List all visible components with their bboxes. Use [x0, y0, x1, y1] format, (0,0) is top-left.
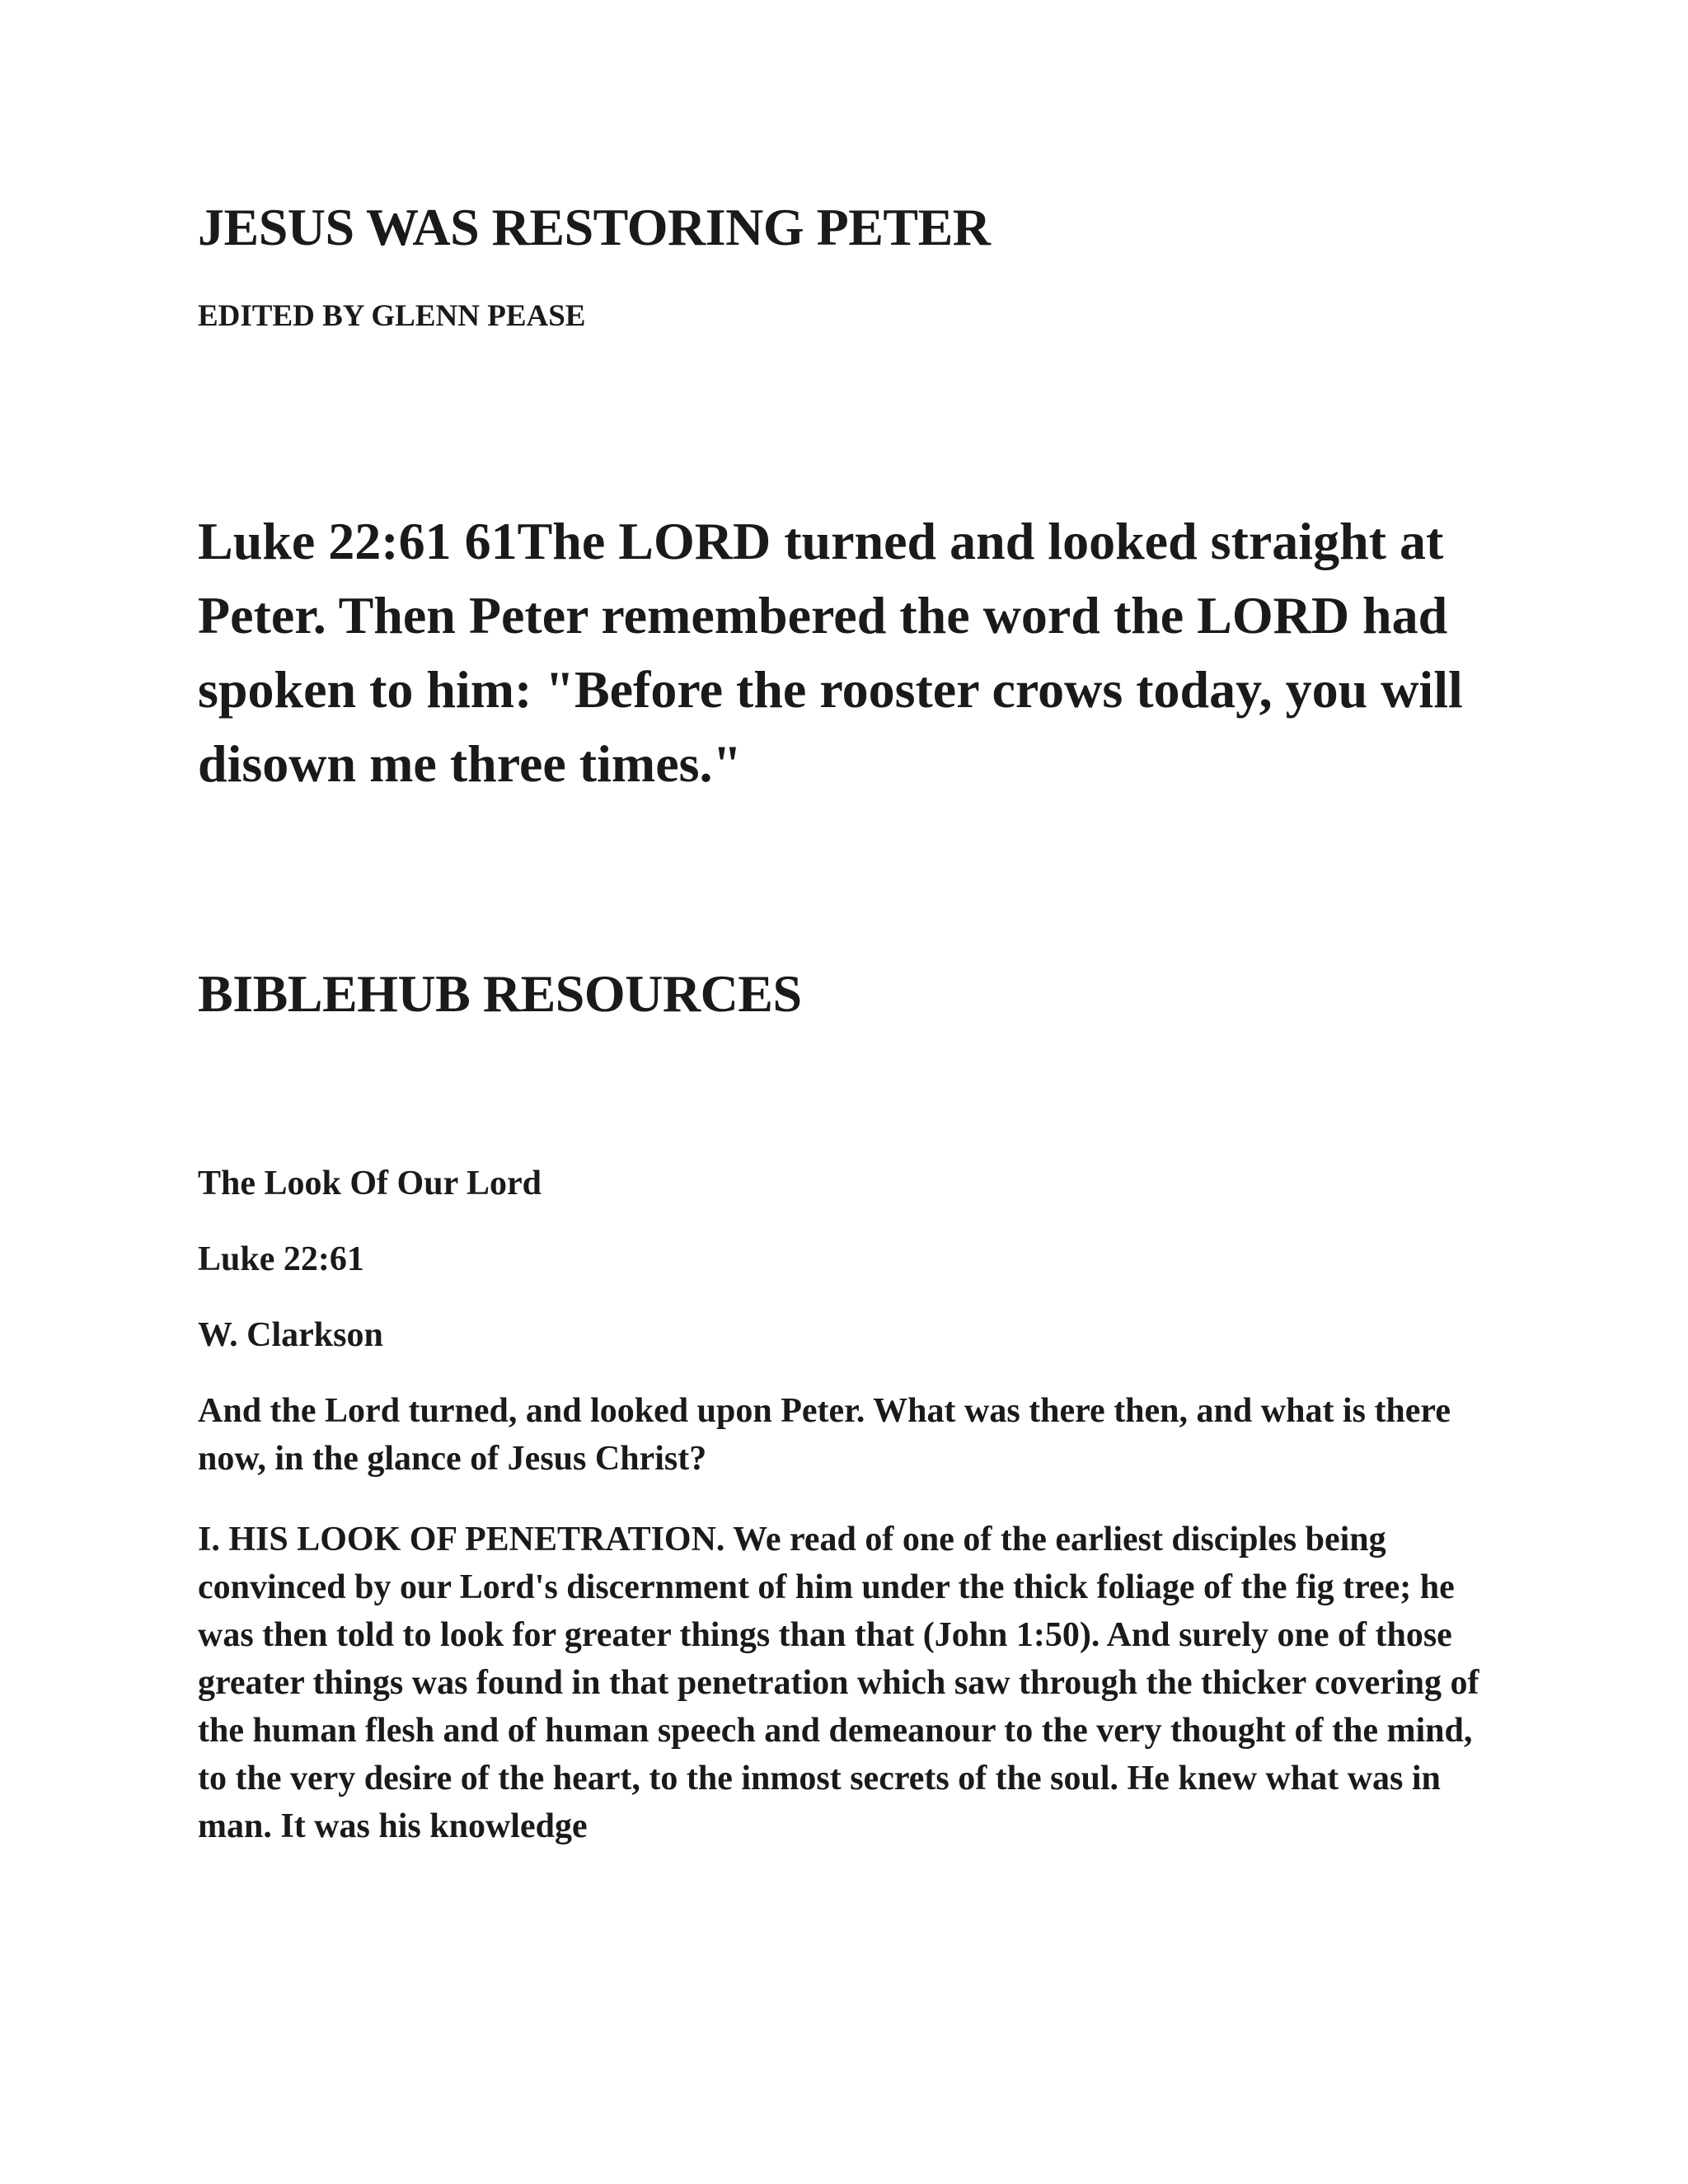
article-reference: Luke 22:61	[198, 1240, 364, 1278]
article-paragraph: And the Lord turned, and looked upon Peter. What was there then, and what is there now, in the glance of Jesus Christ?	[198, 1392, 1451, 1478]
editor-credit: EDITED BY GLENN PEASE	[198, 299, 586, 333]
article-title: The Look Of Our Lord	[198, 1165, 542, 1202]
article-author: W. Clarkson	[198, 1316, 383, 1354]
document-title: JESUS WAS RESTORING PETER	[198, 198, 991, 256]
scripture-passage: Luke 22:61 61The LORD turned and looked straight at Peter. Then Peter remembered the word the LORD had spoken to him: "Before the rooster crows today, you will disown me three times."	[198, 512, 1463, 793]
article-paragraph: I. HIS LOOK OF PENETRATION. We read of one of the earliest disciples being convinced by our Lord's discernment of him under the thick foliage of the fig tree; he was then told to look for greater things than that (John 1:50). And surely one of those greater things was found in that penetration which saw through the thicker covering of the human flesh and of human speech and demeanour to the very thought of the mind, to the very desire of the heart, to the inmost secrets of the soul. He knew what was in man. It was his knowledge	[198, 1521, 1479, 1845]
section-heading: BIBLEHUB RESOURCES	[198, 964, 802, 1023]
